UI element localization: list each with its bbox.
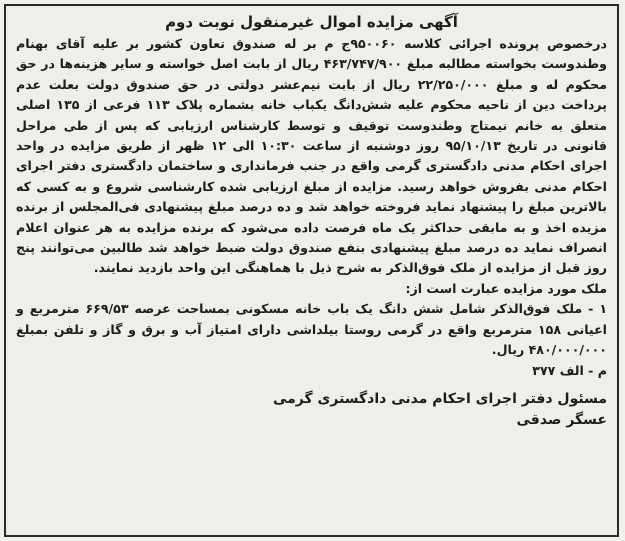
newspaper-clipping xyxy=(4,4,619,537)
signature-name: عسگر صدقی xyxy=(516,411,607,428)
notice-body xyxy=(16,34,607,279)
notice-title: آگهی مزایده اموال غیرمنقول نوبت دوم xyxy=(165,13,458,31)
notice-paragraph: درخصوص پرونده اجرائی کلاسه ۹۵۰۰۶۰ج م بر له صندوق تعاون کشور بر علیه آقای بهنام وطندوست بخواسته مطالبه مبلغ ۴۶۳/۷۴۷/۹۰۰ ریال از بابت اصل خواسته و سایر هزینه‌ها در حق محکوم له و مبلغ ۲۲/۲۵۰/۰۰۰ ریال از بابت نیم‌عشر دولتی در حق صندوق دولت بعلت عدم پرداخت دین از ناحیه محکوم علیه شش‌دانگ یکباب خانه بشماره پلاک ۱۱۳ فرعی از ۱۳۵ اصلی متعلق به خانم نیمتاج وطندوست توقیف و توسط کارشناس ارزیابی که پس از طی مراحل قانونی در تاریخ ۹۵/۱۰/۱۳ روز دوشنبه از ساعت ۱۰:۳۰ الی ۱۲ ظهر از طریق مزایده در واحد اجرای احکام مدنی دادگستری گرمی واقع در جنب فرمانداری و ساختمان دادگستری دفتر اجرای احکام مدنی بفروش خواهد رسید. مزایده از مبلغ ارزیابی شده کارشناسی شروع و به کسی که بالاترین مبلغ را پیشنهاد نماید فروخته خواهد شد و ده درصد مبلغ پیشنهادی فی‌المجلس از برنده مزیده اخذ و به مابقی حداکثر یک ماه فرصت داده می‌شود که برنده مزایده به هر عنوان اعلام انصراف نماید ده درصد مبلغ پیشنهادی بنفع صندوق دولت ضبط خواهد شد طالبین می‌توانند پنج روز قبل از مزایده از ملک فوق‌الذکر به شرح ذیل با هماهنگی این واحد بازدید نمایند. xyxy=(16,36,607,276)
property-heading: ملک مورد مزایده عبارت است از: xyxy=(405,280,607,296)
reference-number: م - الف ۳۷۷ xyxy=(532,362,607,378)
signature-title: مسئول دفتر اجرای احکام مدنی دادگستری گرمی xyxy=(272,390,607,407)
property-item: ۱ - ملک فوق‌الذکر شامل شش دانگ یک باب خانه مسکونی بمساحت عرصه ۶۶۹/۵۳ مترمربع و اعیانی ۱۵۸ مترمربع واقع در گرمی روستا بیلداشی دارای امتیاز آب و برق و گاز و تلفن بمبلغ ۴۸۰/۰۰۰/۰۰۰ ریال. xyxy=(16,301,607,358)
